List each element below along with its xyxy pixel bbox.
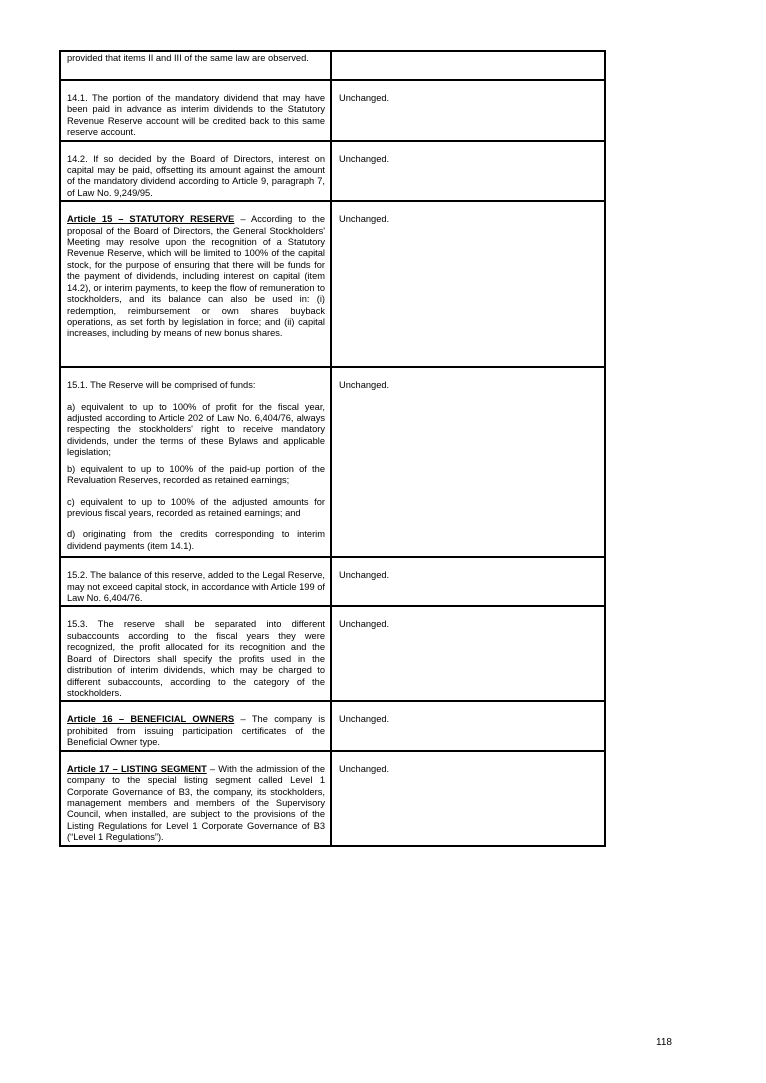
proposed-text-cell	[330, 752, 604, 845]
status-text: Unchanged.	[339, 763, 390, 774]
article-body: – With the admission of the company to the special listing segment called Level 1 Corporate Governance of B3, the company, its stockholders, management members and members of the Supervisory Council, when installed, are subject to the provisions of the Listing Regulations for Level 1 Corporate Governance of B3 (“Level 1 Regulations”).	[67, 763, 325, 843]
clause-text	[67, 764, 325, 844]
table-row	[61, 142, 604, 201]
table-row	[61, 81, 604, 140]
bylaws-comparison-table	[59, 50, 606, 847]
current-text-cell	[61, 558, 330, 605]
clause-text: 15.3. The reserve shall be separated into different subaccounts according to the fiscal years they were recognized, the profit allocated for its recognition and the Board of Directors shall specify the profits used in the distribution of interim dividends, which may be charged to different subaccounts, according to the category of the stockholders.	[67, 619, 325, 698]
clause-text: provided that items II and III of the same law are observed.	[67, 53, 309, 63]
proposed-text-cell	[330, 81, 604, 140]
proposed-text-cell	[330, 702, 604, 749]
article-heading: Article 17 – LISTING SEGMENT	[67, 763, 207, 774]
article-heading: Article 15 – STATUTORY RESERVE	[67, 214, 235, 225]
clause-item: a) equivalent to up to 100% of profit for the fiscal year, adjusted according to Article 202 of Law No. 6,404/76, always respecting the stockholders' right to receive mandatory dividends, under the terms of these Bylaws and applicable legislation;	[67, 401, 325, 458]
current-text-cell	[61, 702, 330, 749]
table-row	[61, 202, 604, 366]
proposed-text-cell	[330, 202, 604, 366]
proposed-text-cell	[330, 52, 604, 79]
clause-text: 14.2. If so decided by the Board of Directors, interest on capital may be paid, offsetting its amount against the amount of the mandatory dividend according to Article 9, paragraph 7, of Law No. 9,249/95.	[67, 153, 325, 198]
current-text-cell	[61, 52, 330, 79]
current-text-cell	[61, 607, 330, 700]
current-text-cell	[61, 752, 330, 845]
article-body: – According to the proposal of the Board of Directors, the General Stockholders' Meeting may resolve upon the recognition of a Statutory Revenue Reserve, which will be limited to 100% of the capital stock, for the purpose of ensuring that there will be funds for the payment of dividends, including interest on capital (item 14.2), or interim payments, to keep the flow of remuneration to stockholders, and its balance can also be used in: (i) redemption, reimbursement or own shares buyback operations, as set forth by legislation in force; and (ii) capital increases, including by means of new bonus shares.	[67, 214, 325, 339]
current-text-cell	[61, 81, 330, 140]
clause-text	[67, 714, 325, 748]
status-text: Unchanged.	[339, 714, 390, 725]
clause-text: 14.1. The portion of the mandatory dividend that may have been paid in advance as interim dividends to the Statutory Revenue Reserve account will be credited back to this same reserve account.	[67, 93, 325, 138]
clause-text: 15.2. The balance of this reserve, added to the Legal Reserve, may not exceed capital stock, in accordance with Article 199 of Law No. 6,404/76.	[67, 570, 325, 604]
table-row	[61, 702, 604, 749]
table-row	[61, 558, 604, 605]
status-text: Unchanged.	[339, 93, 390, 103]
status-text: Unchanged.	[339, 380, 390, 391]
current-text-cell	[61, 368, 330, 556]
status-text: Unchanged.	[339, 153, 390, 164]
clause-text	[67, 214, 325, 339]
clause-text: 15.1. The Reserve will be comprised of funds:	[67, 380, 256, 391]
proposed-text-cell	[330, 142, 604, 201]
current-text-cell	[61, 202, 330, 366]
status-text: Unchanged.	[339, 570, 390, 581]
table-row	[61, 607, 604, 700]
table-row	[61, 752, 604, 845]
proposed-text-cell	[330, 368, 604, 556]
table-row	[61, 368, 604, 556]
current-text-cell	[61, 142, 330, 201]
proposed-text-cell	[330, 607, 604, 700]
table-row	[61, 52, 604, 79]
proposed-text-cell	[330, 558, 604, 605]
article-heading: Article 16 – BENEFICIAL OWNERS	[67, 714, 235, 725]
article-body: – The company is prohibited from issuing participation certificates of the Beneficial Owner type.	[67, 714, 325, 748]
page-number: 118	[656, 1037, 672, 1048]
status-text: Unchanged.	[339, 214, 390, 225]
status-text: Unchanged.	[339, 619, 390, 630]
clause-item: b) equivalent to up to 100% of the paid-up portion of the Revaluation Reserves, recorded as retained earnings;	[67, 463, 325, 486]
clause-item: d) originating from the credits corresponding to interim dividend payments (item 14.1).	[67, 529, 325, 551]
clause-item: c) equivalent to up to 100% of the adjusted amounts for previous fiscal years, recorded as retained earnings; and	[67, 496, 325, 518]
